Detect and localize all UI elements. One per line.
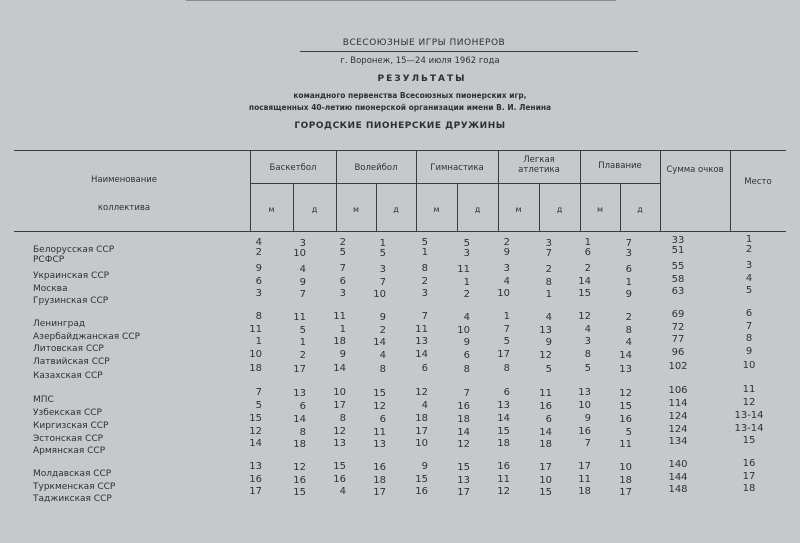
- place-cell: 17: [742, 471, 756, 482]
- score-cell: 2: [463, 289, 470, 300]
- score-cell: 5: [584, 363, 591, 374]
- sub-m: м: [596, 205, 604, 214]
- score-cell: 9: [503, 247, 510, 258]
- team-name: Казахская ССР: [33, 371, 103, 381]
- score-cell: 4: [255, 237, 262, 248]
- score-cell: 5: [625, 427, 632, 438]
- score-cell: 16: [539, 401, 552, 412]
- score-cell: 8: [299, 427, 306, 438]
- score-cell: 5: [339, 247, 346, 258]
- table-header: [14, 150, 786, 232]
- score-cell: 2: [421, 276, 428, 287]
- score-cell: 6: [299, 401, 306, 412]
- score-cell: 7: [463, 388, 470, 399]
- team-name: Узбекская ССР: [33, 408, 102, 418]
- score-cell: 13: [249, 461, 262, 472]
- team-name: Молдавская ССР: [33, 469, 112, 479]
- score-cell: 9: [625, 289, 632, 300]
- score-cell: 10: [539, 475, 552, 486]
- score-cell: 8: [545, 277, 552, 288]
- sum-cell: 58: [671, 274, 685, 285]
- score-cell: 4: [503, 276, 510, 287]
- score-cell: 14: [373, 337, 386, 348]
- score-cell: 10: [457, 325, 470, 336]
- score-cell: 8: [421, 263, 428, 274]
- score-cell: 2: [503, 237, 510, 248]
- place-cell: 15: [742, 435, 756, 446]
- score-cell: 13: [619, 364, 632, 375]
- score-cell: 14: [293, 414, 306, 425]
- score-cell: 10: [249, 349, 262, 360]
- name-column-header-2: коллектива: [97, 203, 151, 213]
- score-cell: 8: [339, 413, 346, 424]
- place-cell: 3: [745, 260, 753, 271]
- subheader-rule: [250, 183, 660, 184]
- place-cell: 1: [745, 234, 753, 245]
- score-cell: 12: [497, 486, 510, 497]
- score-cell: 8: [503, 363, 510, 374]
- score-cell: 16: [333, 474, 346, 485]
- team-name: Туркменская ССР: [33, 482, 116, 492]
- score-cell: 9: [379, 312, 386, 323]
- score-cell: 18: [457, 414, 470, 425]
- score-cell: 15: [497, 426, 510, 437]
- score-cell: 15: [539, 487, 552, 498]
- score-cell: 9: [584, 413, 591, 424]
- place-cell: 16: [742, 458, 756, 469]
- score-cell: 17: [249, 486, 262, 497]
- score-cell: 10: [619, 462, 632, 473]
- score-cell: 16: [619, 414, 632, 425]
- header-gymnastics: Гимнастика: [430, 163, 484, 173]
- team-name: МПС: [33, 395, 54, 405]
- score-cell: 6: [584, 247, 591, 258]
- sum-cell: 102: [668, 361, 688, 372]
- place-cell: 9: [745, 346, 753, 357]
- score-cell: 3: [463, 248, 470, 259]
- score-cell: 11: [249, 324, 262, 335]
- score-cell: 16: [578, 426, 591, 437]
- score-cell: 3: [545, 238, 552, 249]
- sum-cell: 96: [671, 347, 685, 358]
- score-cell: 1: [625, 277, 632, 288]
- score-cell: 18: [333, 336, 346, 347]
- score-cell: 3: [299, 238, 306, 249]
- score-cell: 18: [619, 475, 632, 486]
- score-cell: 16: [293, 475, 306, 486]
- team-name: Латвийская ССР: [33, 357, 110, 367]
- place-cell: 18: [742, 483, 756, 494]
- score-cell: 12: [539, 350, 552, 361]
- score-cell: 13: [373, 439, 386, 450]
- score-cell: 15: [457, 462, 470, 473]
- score-cell: 9: [255, 263, 262, 274]
- score-cell: 18: [249, 363, 262, 374]
- team-name: Азербайджанская ССР: [33, 332, 141, 342]
- sum-cell: 144: [668, 472, 688, 483]
- score-cell: 11: [333, 311, 346, 322]
- score-cell: 11: [293, 312, 306, 323]
- sum-cell: 148: [668, 484, 688, 495]
- score-cell: 11: [539, 388, 552, 399]
- score-cell: 6: [339, 276, 346, 287]
- score-cell: 3: [421, 288, 428, 299]
- score-cell: 9: [339, 349, 346, 360]
- score-cell: 13: [497, 400, 510, 411]
- score-cell: 12: [457, 439, 470, 450]
- score-cell: 12: [249, 426, 262, 437]
- score-cell: 6: [463, 350, 470, 361]
- sum-cell: 124: [668, 411, 688, 422]
- score-cell: 12: [293, 462, 306, 473]
- score-cell: 3: [584, 336, 591, 347]
- sum-cell: 140: [668, 459, 688, 470]
- score-cell: 6: [625, 264, 632, 275]
- place-cell: 12: [742, 397, 756, 408]
- sum-cell: 33: [671, 235, 685, 246]
- score-cell: 10: [293, 248, 306, 259]
- sum-cell: 55: [671, 261, 685, 272]
- score-cell: 6: [255, 276, 262, 287]
- score-cell: 7: [545, 248, 552, 259]
- score-cell: 10: [373, 289, 386, 300]
- score-cell: 2: [339, 237, 346, 248]
- team-name: Эстонская ССР: [33, 434, 104, 444]
- sub-m: м: [268, 205, 275, 214]
- sub-d: д: [311, 205, 318, 214]
- score-cell: 5: [503, 336, 510, 347]
- score-cell: 15: [619, 401, 632, 412]
- score-cell: 7: [421, 311, 428, 322]
- team-name: Белорусская ССР: [33, 245, 115, 255]
- name-column-header-1: Наименование: [90, 175, 158, 185]
- score-cell: 4: [463, 312, 470, 323]
- score-cell: 15: [373, 388, 386, 399]
- sum-cell: 134: [668, 436, 688, 447]
- column-divider: [660, 151, 661, 231]
- score-cell: 10: [415, 438, 428, 449]
- score-cell: 18: [415, 413, 428, 424]
- score-cell: 8: [584, 349, 591, 360]
- score-cell: 5: [299, 325, 306, 336]
- header-volleyball: Волейбол: [354, 163, 398, 173]
- team-name: Грузинская ССР: [33, 296, 109, 306]
- score-cell: 14: [578, 276, 591, 287]
- score-cell: 18: [293, 439, 306, 450]
- column-divider: [498, 151, 499, 231]
- score-cell: 2: [545, 264, 552, 275]
- score-cell: 5: [379, 248, 386, 259]
- team-name: Таджикская ССР: [33, 494, 112, 504]
- score-cell: 18: [539, 439, 552, 450]
- score-cell: 5: [545, 364, 552, 375]
- score-cell: 11: [373, 427, 386, 438]
- title-rule: [300, 51, 638, 52]
- score-cell: 14: [249, 438, 262, 449]
- sub-d: д: [556, 205, 563, 214]
- score-cell: 11: [619, 439, 632, 450]
- score-cell: 2: [255, 247, 262, 258]
- score-cell: 10: [578, 400, 591, 411]
- score-cell: 1: [299, 337, 306, 348]
- score-cell: 18: [578, 486, 591, 497]
- place-cell: 5: [745, 285, 753, 296]
- place-cell: 7: [745, 321, 753, 332]
- score-cell: 6: [503, 387, 510, 398]
- score-cell: 13: [539, 325, 552, 336]
- score-cell: 11: [578, 474, 591, 485]
- score-cell: 17: [619, 487, 632, 498]
- score-cell: 7: [255, 387, 262, 398]
- score-cell: 14: [619, 350, 632, 361]
- place-cell: 10: [742, 360, 756, 371]
- sub-m: м: [433, 205, 440, 214]
- score-cell: 12: [578, 311, 591, 322]
- score-cell: 7: [379, 277, 386, 288]
- score-cell: 6: [379, 414, 386, 425]
- place-cell: 4: [745, 273, 753, 284]
- header-sum: Сумма очков: [666, 165, 724, 175]
- score-cell: 3: [339, 288, 346, 299]
- score-cell: 17: [539, 462, 552, 473]
- score-cell: 3: [255, 288, 262, 299]
- score-cell: 7: [339, 263, 346, 274]
- score-cell: 1: [421, 247, 428, 258]
- score-cell: 15: [333, 461, 346, 472]
- team-name: Киргизская ССР: [33, 421, 109, 431]
- score-cell: 14: [539, 427, 552, 438]
- series-title: ВСЕСОЮЗНЫЕ ИГРЫ ПИОНЕРОВ: [342, 38, 506, 48]
- score-cell: 16: [249, 474, 262, 485]
- score-cell: 18: [497, 438, 510, 449]
- team-name: Украинская ССР: [33, 271, 110, 281]
- top-rule: [186, 0, 616, 4]
- score-cell: 7: [584, 438, 591, 449]
- score-cell: 17: [333, 400, 346, 411]
- score-cell: 8: [625, 325, 632, 336]
- team-name: Москва: [33, 284, 68, 294]
- score-cell: 16: [457, 401, 470, 412]
- score-cell: 11: [415, 324, 428, 335]
- score-cell: 2: [379, 325, 386, 336]
- score-cell: 1: [379, 238, 386, 249]
- score-cell: 13: [333, 438, 346, 449]
- score-cell: 2: [299, 350, 306, 361]
- sum-cell: 114: [668, 398, 688, 409]
- sum-cell: 69: [671, 309, 685, 320]
- sub-m: м: [352, 205, 360, 214]
- place-cell: 2: [745, 244, 753, 255]
- score-cell: 10: [497, 288, 510, 299]
- place-date: г. Воронеж, 15—24 июля 1962 года: [340, 56, 500, 66]
- score-cell: 14: [333, 363, 346, 374]
- score-cell: 17: [373, 487, 386, 498]
- score-cell: 17: [293, 364, 306, 375]
- score-cell: 16: [373, 462, 386, 473]
- score-cell: 8: [255, 311, 262, 322]
- score-cell: 12: [619, 388, 632, 399]
- score-cell: 8: [463, 364, 470, 375]
- score-cell: 1: [463, 277, 470, 288]
- score-cell: 4: [379, 350, 386, 361]
- score-cell: 1: [255, 336, 262, 347]
- score-cell: 13: [415, 336, 428, 347]
- score-cell: 9: [421, 461, 428, 472]
- score-cell: 14: [497, 413, 510, 424]
- header-swimming: Плавание: [598, 161, 642, 171]
- subtitle-line-1: командного первенства Всесоюзных пионерских игр,: [293, 91, 527, 100]
- score-cell: 9: [299, 277, 306, 288]
- score-cell: 6: [545, 414, 552, 425]
- sum-cell: 72: [671, 322, 685, 333]
- score-cell: 4: [625, 337, 632, 348]
- score-cell: 3: [503, 263, 510, 274]
- score-cell: 14: [415, 349, 428, 360]
- place-cell: 13-14: [734, 410, 764, 421]
- sub-d: д: [474, 205, 481, 214]
- score-cell: 5: [255, 400, 262, 411]
- score-cell: 7: [625, 238, 632, 249]
- score-cell: 16: [497, 461, 510, 472]
- score-cell: 4: [584, 324, 591, 335]
- score-cell: 17: [578, 461, 591, 472]
- score-cell: 8: [379, 364, 386, 375]
- score-cell: 15: [249, 413, 262, 424]
- section-title: ГОРОДСКИЕ ПИОНЕРСКИЕ ДРУЖИНЫ: [294, 121, 506, 131]
- score-cell: 17: [457, 487, 470, 498]
- place-cell: 6: [745, 308, 753, 319]
- score-cell: 2: [584, 263, 591, 274]
- score-cell: 4: [545, 312, 552, 323]
- score-cell: 11: [497, 474, 510, 485]
- score-cell: 4: [421, 400, 428, 411]
- subtitle-line-2: посвященных 40-летию пионерской организации имени В. И. Ленина: [248, 103, 552, 112]
- score-cell: 15: [415, 474, 428, 485]
- header-basketball: Баскетбол: [269, 163, 317, 173]
- team-name: Армянская ССР: [33, 446, 106, 456]
- team-name: РСФСР: [33, 255, 65, 265]
- sub-d: д: [393, 205, 399, 214]
- place-cell: 11: [742, 384, 756, 395]
- header-athletics: Легкая атлетика: [518, 155, 560, 175]
- column-divider: [730, 151, 731, 231]
- score-cell: 13: [578, 387, 591, 398]
- score-cell: 17: [415, 426, 428, 437]
- score-cell: 13: [457, 475, 470, 486]
- score-cell: 3: [625, 248, 632, 259]
- score-cell: 18: [373, 475, 386, 486]
- sub-d: д: [637, 205, 643, 214]
- score-cell: 4: [339, 486, 346, 497]
- score-cell: 15: [293, 487, 306, 498]
- score-cell: 1: [503, 311, 510, 322]
- score-cell: 16: [415, 486, 428, 497]
- score-cell: 11: [457, 264, 470, 275]
- score-cell: 1: [545, 289, 552, 300]
- sum-cell: 63: [671, 286, 685, 297]
- results-title: РЕЗУЛЬТАТЫ: [377, 74, 467, 84]
- header-place: Место: [744, 177, 772, 187]
- score-cell: 5: [421, 237, 428, 248]
- sub-m: м: [515, 205, 522, 214]
- sum-cell: 51: [671, 245, 685, 256]
- score-cell: 9: [463, 337, 470, 348]
- score-cell: 4: [299, 264, 306, 275]
- score-cell: 12: [415, 387, 428, 398]
- score-cell: 7: [299, 289, 306, 300]
- place-cell: 8: [745, 333, 753, 344]
- place-cell: 13-14: [734, 423, 764, 434]
- score-cell: 2: [625, 312, 632, 323]
- sum-cell: 77: [671, 334, 685, 345]
- score-cell: 3: [379, 264, 386, 275]
- score-cell: 14: [457, 427, 470, 438]
- score-cell: 1: [584, 237, 591, 248]
- team-name: Ленинград: [33, 319, 86, 329]
- team-name: Литовская ССР: [33, 344, 104, 354]
- score-cell: 9: [545, 337, 552, 348]
- score-cell: 12: [373, 401, 386, 412]
- score-cell: 12: [333, 426, 346, 437]
- score-cell: 1: [339, 324, 346, 335]
- score-cell: 7: [503, 324, 510, 335]
- score-cell: 10: [333, 387, 346, 398]
- score-cell: 13: [293, 388, 306, 399]
- score-cell: 17: [497, 349, 510, 360]
- score-cell: 5: [463, 238, 470, 249]
- score-cell: 6: [421, 363, 428, 374]
- score-cell: 15: [578, 288, 591, 299]
- sum-cell: 124: [668, 424, 688, 435]
- sum-cell: 106: [668, 385, 688, 396]
